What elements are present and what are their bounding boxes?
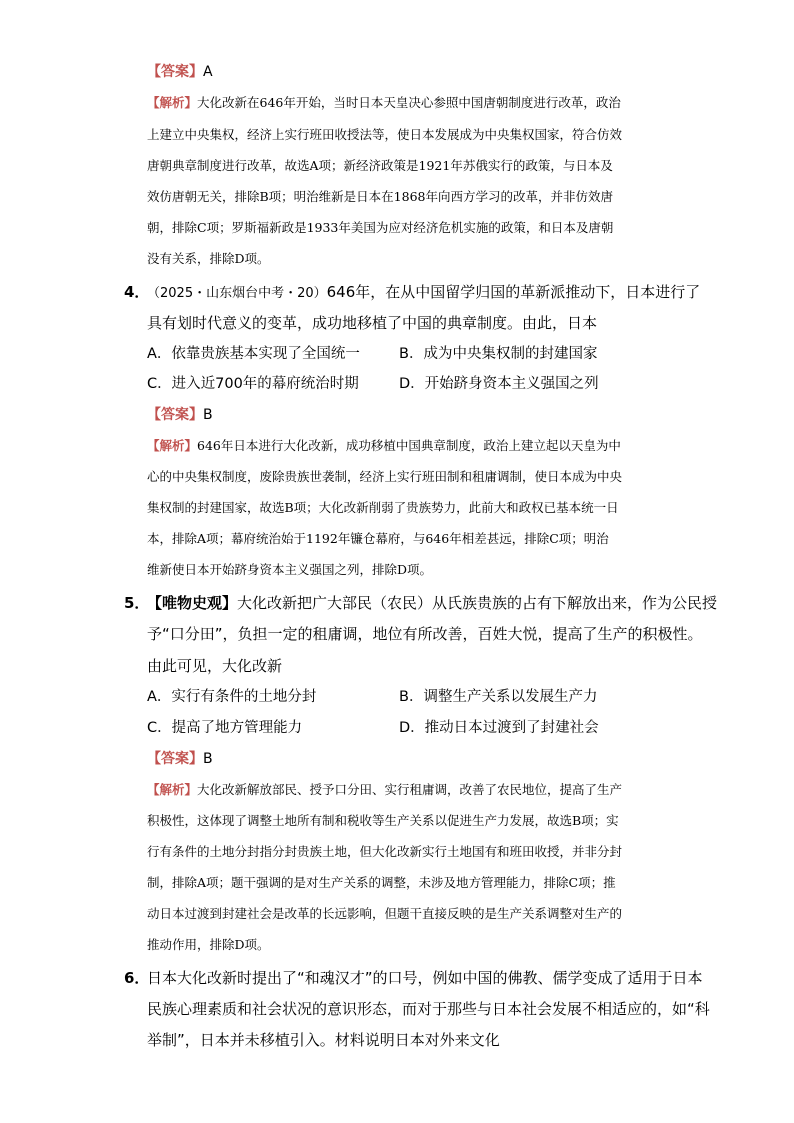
q4-answer-value: B xyxy=(203,407,213,423)
q3-answer xyxy=(147,62,213,82)
q4-analysis-line: 维新使日本开始跻身资本主义强国之列，排除D项。 xyxy=(147,562,433,577)
q5-option-b: B．调整生产关系以发展生产力 xyxy=(399,689,598,705)
q4-option-a: A．依靠贵族基本实现了全国统一 xyxy=(147,346,360,362)
q4-stem-line: 具有划时代意义的变革，成功地移植了中国的典章制度。由此，日本 xyxy=(147,314,598,332)
q4-stem-line: （2025・山东烟台中考・20）646年，在从中国留学归国的革新派推动下，日本进行了 xyxy=(147,283,701,301)
q4-analysis-line: 【解析】646年日本进行大化改新，成功移植中国典章制度，政治上建立起以天皇为中 xyxy=(147,438,621,453)
q5-analysis-line: 推动作用，排除D项。 xyxy=(147,937,270,952)
q3-analysis-line: 上建立中央集权，经济上实行班田收授法等，使日本发展成为中央集权国家，符合仿效 xyxy=(147,127,623,142)
q5-answer xyxy=(147,749,213,769)
q5-analysis-line: 【解析】大化改新解放部民、授予口分田、实行租庸调，改善了农民地位，提高了生产 xyxy=(147,782,623,797)
q6-stem-line: 日本大化改新时提出了“和魂汉才”的口号，例如中国的佛教、儒学变成了适用于日本 xyxy=(147,969,703,987)
q4-analysis-line: 本，排除A项；幕府统治始于1192年镰仓幕府，与646年相差甚远，排除C项；明治 xyxy=(147,531,609,546)
q5-stem-line: 予“口分田”，负担一定的租庸调，地位有所改善，百姓大悦，提高了生产的积极性。 xyxy=(147,625,703,643)
q4-option-c: C．进入近700年的幕府统治时期 xyxy=(147,376,359,392)
q3-analysis-line: 朝，排除C项；罗斯福新政是1933年美国为应对经济危机实施的政策，和日本及唐朝 xyxy=(147,220,614,235)
q6-stem-line: 民族心理素质和社会状况的意识形态，而对于那些与日本社会发展不相适应的，如“科 xyxy=(147,1000,710,1018)
answer-label: 【答案】 xyxy=(147,64,203,80)
q5-answer-value: B xyxy=(203,751,213,767)
q4-source: （2025・山东烟台中考・20） xyxy=(147,286,327,301)
q4-option-d: D．开始跻身资本主义强国之列 xyxy=(399,376,599,392)
q5-stem-line: 由此可见，大化改新 xyxy=(147,657,283,675)
q3-analysis-line: 效仿唐朝无关，排除B项；明治维新是日本在1868年向西方学习的改革，并非仿效唐 xyxy=(147,189,613,204)
q6-stem-line: 举制”，日本并未移植引入。材料说明日本对外来文化 xyxy=(147,1031,500,1049)
q3-answer-value: A xyxy=(203,64,213,80)
analysis-label: 【解析】 xyxy=(147,438,198,453)
answer-label: 【答案】 xyxy=(147,751,203,767)
q4-answer xyxy=(147,405,213,425)
q6-number: 6． xyxy=(124,969,150,987)
q5-analysis-line: 积极性，这体现了调整土地所有制和税收等生产关系以促进生产力发展，故选B项；实 xyxy=(147,813,619,828)
q5-tag: 【唯物史观】 xyxy=(147,594,238,612)
q3-analysis-line: 【解析】大化改新在646年开始，当时日本天皇决心参照中国唐朝制度进行改革，政治 xyxy=(147,95,621,110)
q5-option-a: A．实行有条件的土地分封 xyxy=(147,689,317,705)
q4-option-b: B．成为中央集权制的封建国家 xyxy=(399,346,598,362)
q5-stem-line: 【唯物史观】大化改新把广大部民（农民）从氏族贵族的占有下解放出来，作为公民授 xyxy=(147,594,718,612)
q4-number: 4． xyxy=(124,283,150,301)
q5-analysis-line: 行有条件的土地分封指分封贵族土地，但大化改新实行土地国有和班田收授，并非分封 xyxy=(147,844,623,859)
answer-label: 【答案】 xyxy=(147,407,203,423)
q5-option-c: C．提高了地方管理能力 xyxy=(147,720,303,736)
analysis-label: 【解析】 xyxy=(147,782,198,797)
q3-analysis-line: 唐朝典章制度进行改革，故选A项；新经济政策是1921年苏俄实行的政策，与日本及 xyxy=(147,158,613,173)
q5-analysis-line: 制，排除A项；题干强调的是对生产关系的调整，未涉及地方管理能力，排除C项；推 xyxy=(147,875,616,890)
q4-analysis-line: 心的中央集权制度，废除贵族世袭制，经济上实行班田制和租庸调制，使日本成为中央 xyxy=(147,469,623,484)
q5-option-d: D．推动日本过渡到了封建社会 xyxy=(399,720,599,736)
q5-analysis-line: 动日本过渡到封建社会是改革的长远影响，但题干直接反映的是生产关系调整对生产的 xyxy=(147,906,623,921)
q3-analysis-line: 没有关系，排除D项。 xyxy=(147,251,270,266)
q5-number: 5． xyxy=(124,594,150,612)
analysis-label: 【解析】 xyxy=(147,95,198,110)
q4-analysis-line: 集权制的封建国家，故选B项；大化改新削弱了贵族势力，此前大和政权已基本统一日 xyxy=(147,500,619,515)
